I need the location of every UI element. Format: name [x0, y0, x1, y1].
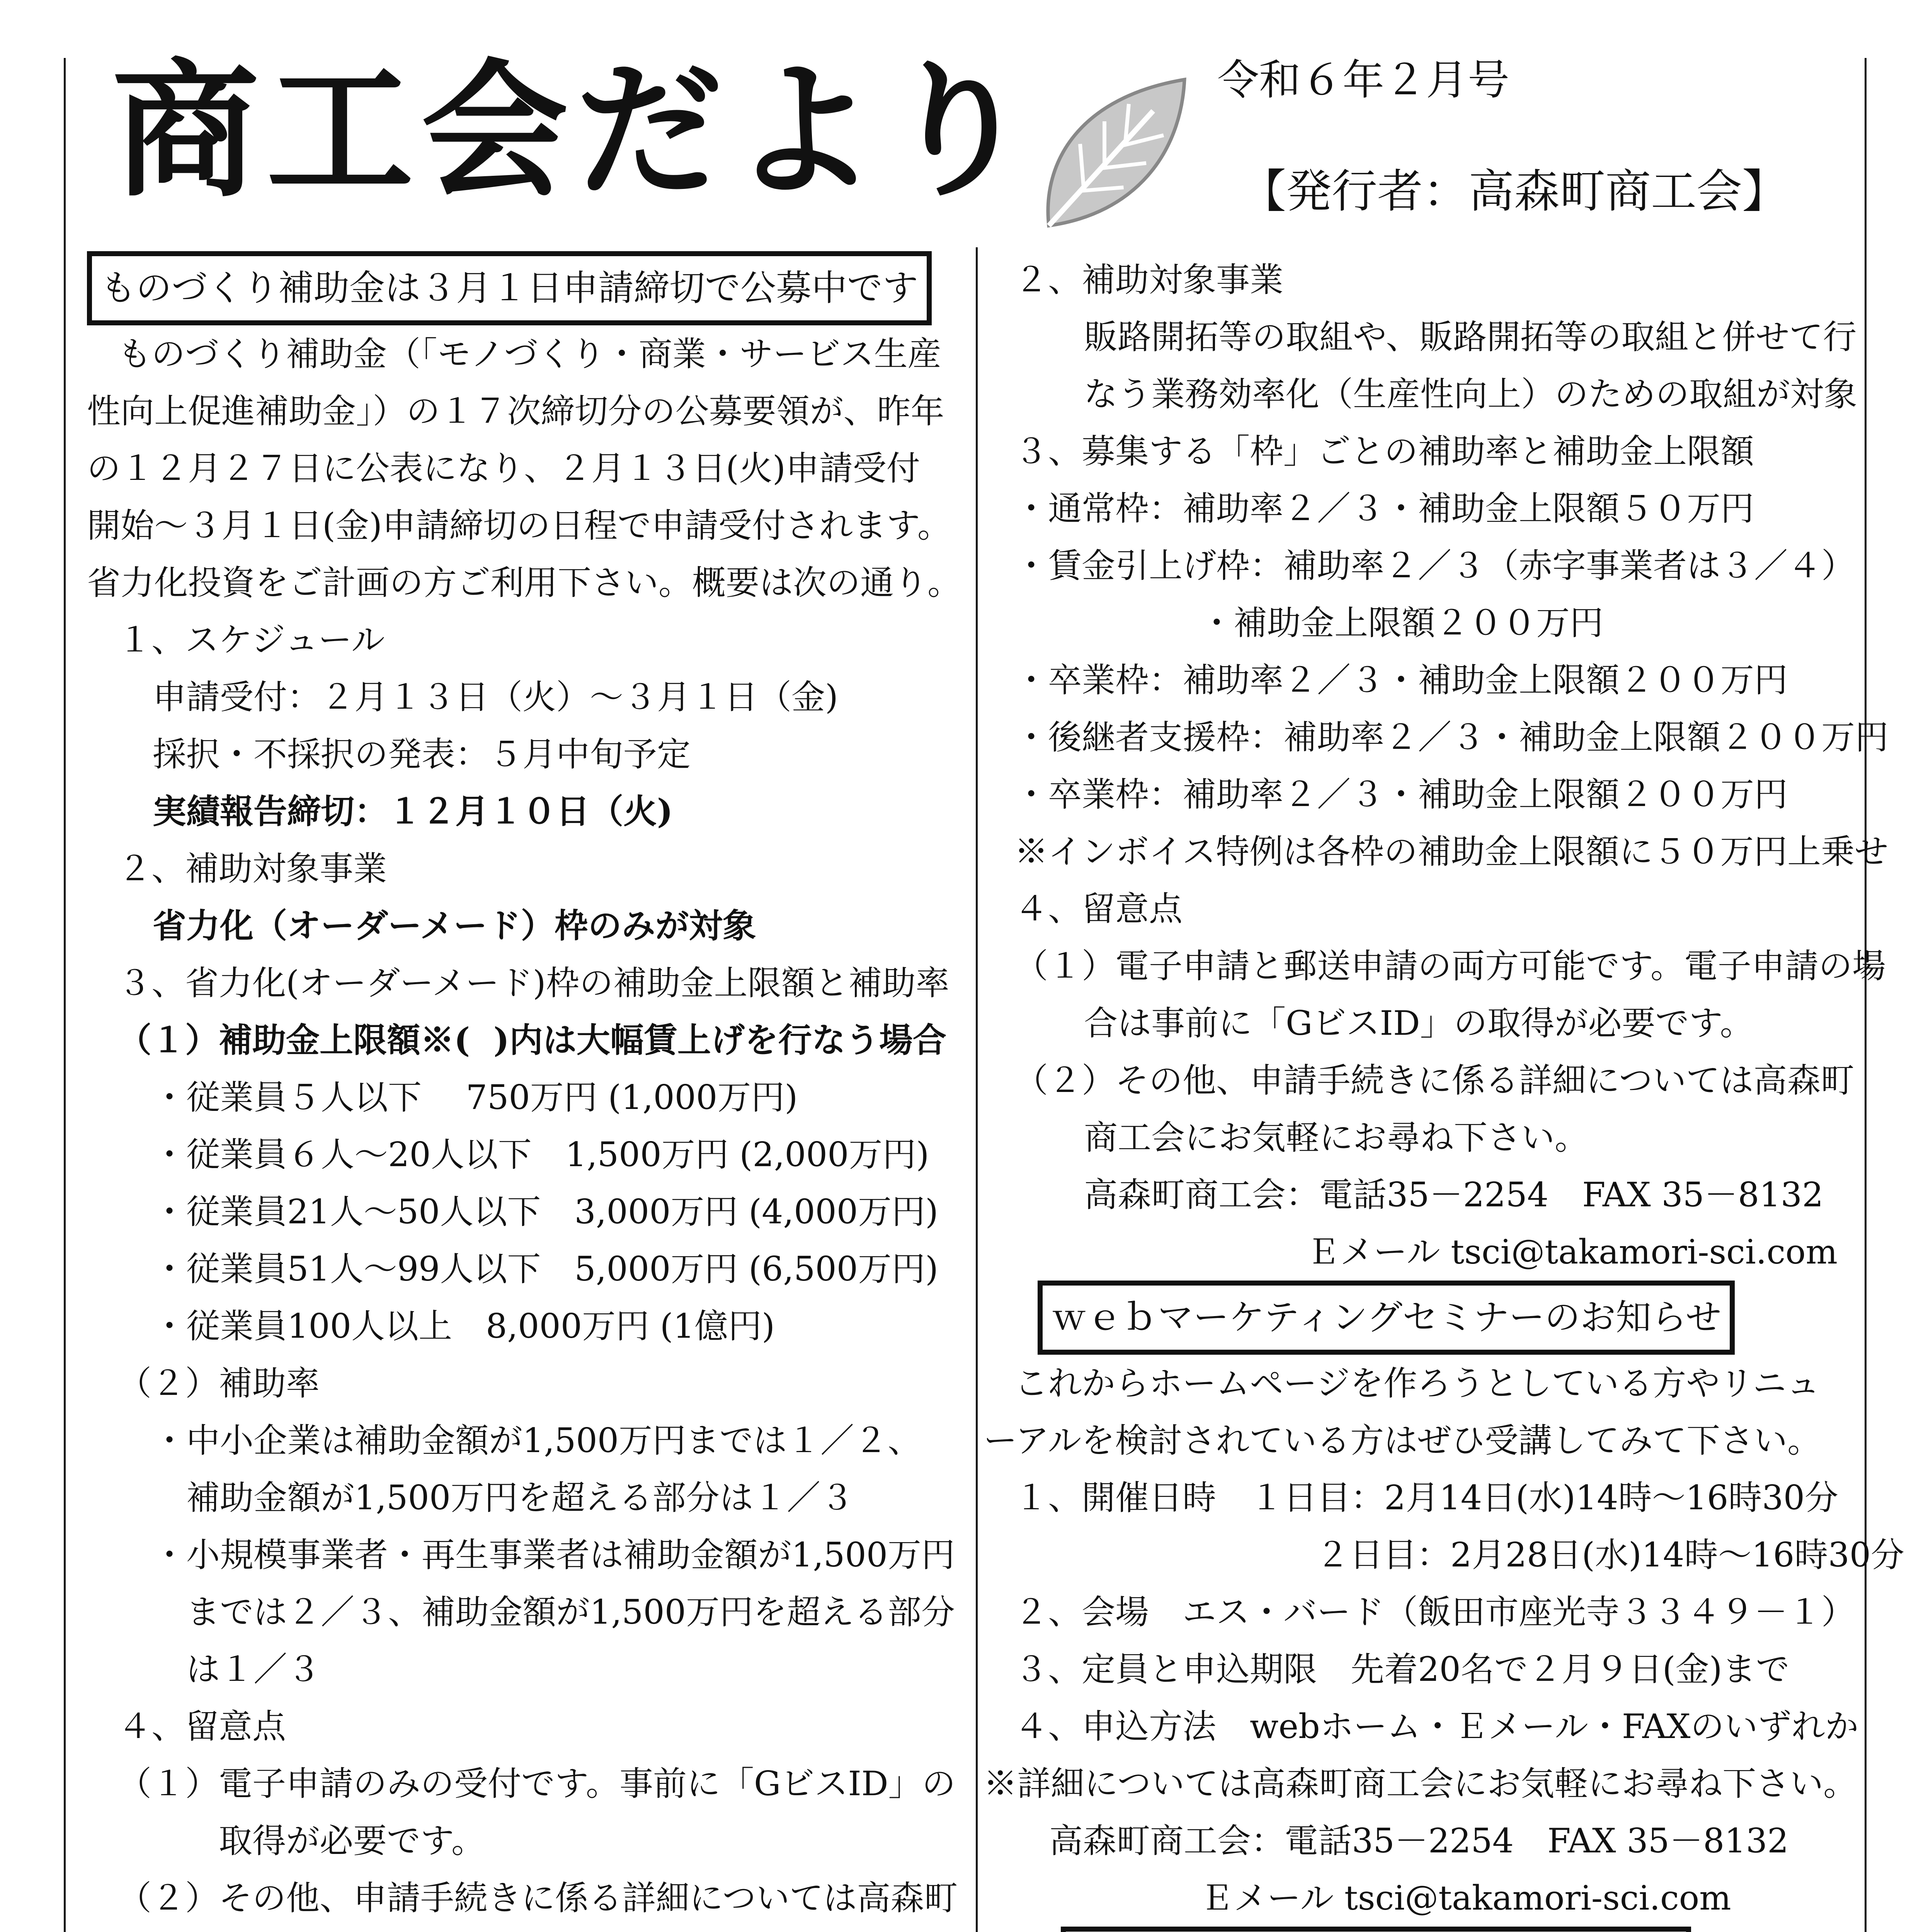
info-line: ２、会場 エス・バード（飯田市座光寺３３４９－１） — [1014, 1592, 1855, 1632]
section-title-web-seminar: ｗｅｂマーケティングセミナーのお知らせ — [1038, 1281, 1735, 1355]
leaf-icon — [1024, 66, 1206, 240]
note-line: （１）電子申請と郵送申請の両方可能です。電子申請の場 — [1014, 946, 1886, 986]
note-line: （２）その他、申請手続きに係る詳細については高森町 — [118, 1878, 958, 1918]
frame-line: ・卒業枠：補助率２／３・補助金上限額２００万円 — [1014, 660, 1788, 700]
section-title-minamishinshu — [1061, 1927, 1691, 1932]
frame-line: ・賃金引上げ枠：補助率２／３（赤字事業者は３／４） — [1014, 546, 1855, 585]
schedule-heading: １、スケジュール — [118, 620, 385, 660]
note-line: 取得が必要です。 — [118, 1821, 485, 1861]
paragraph-line: ーアルを検討されている方はぜひ受講してみて下さい。 — [984, 1421, 1821, 1460]
note-line: （２）その他、申請手続きに係る詳細については高森町 — [1014, 1061, 1855, 1100]
paragraph-line: 性向上促進補助金」）の１７次締切分の公募要領が、昨年 — [87, 391, 944, 431]
target-line: 省力化（オーダーメード）枠のみが対象 — [153, 906, 756, 946]
limit-item: ・従業員100人以上 8,000万円 (1億円) — [153, 1306, 775, 1346]
rate-line: ・中小企業は補助金額が1,500万円までは１／２、 — [153, 1421, 922, 1460]
issue-date: 令和６年２月号 — [1217, 56, 1510, 104]
rate-line: 補助金額が1,500万円を超える部分は１／３ — [153, 1478, 854, 1517]
frame-line: ・通常枠：補助率２／３・補助金上限額５０万円 — [1014, 489, 1754, 528]
column-divider — [976, 247, 978, 1932]
left-column — [87, 251, 972, 1932]
contact-line: 高森町商工会：電話35－2254 FAX 35－8132 — [1049, 1821, 1789, 1861]
frame-line: ・補助金上限額２００万円 — [1200, 603, 1603, 643]
section-title-monodukuri: ものづくり補助金は３月１日申請締切で公募中です — [87, 251, 932, 325]
masthead-title: 商工会だより — [112, 46, 1040, 217]
frame-line: ・卒業枠：補助率２／３・補助金上限額２００万円 — [1014, 775, 1788, 814]
rate-line: までは２／３、補助金額が1,500万円を超える部分 — [153, 1592, 955, 1632]
schedule-line: 実績報告締切：１２月１０日（火) — [153, 791, 673, 831]
right-margin-line — [1865, 58, 1867, 1932]
paragraph-line: の１２月２７日に公表になり、２月１３日(火)申請受付 — [87, 449, 920, 488]
paragraph-line: 開始～３月１日(金)申請締切の日程で申請受付されます。 — [87, 506, 951, 545]
frame-heading: ３、募集する「枠」ごとの補助率と補助金上限額 — [1014, 432, 1754, 471]
publisher: 【発行者：高森町商工会】 — [1240, 165, 1788, 218]
rate-heading: （２）補助率 — [118, 1364, 320, 1403]
limit-item: ・従業員５人以下 750万円 (1,000万円) — [153, 1078, 798, 1117]
note-line: 合は事前に「GビスID」の取得が必要です。 — [1084, 1003, 1754, 1043]
note-line: 商工会にお気軽にお尋ね下さい。 — [1084, 1118, 1588, 1157]
limit-subheading: （１）補助金上限額※( )内は大幅賃上げを行なう場合 — [118, 1020, 946, 1060]
right-column — [984, 251, 1905, 1932]
schedule-line: 申請受付：２月１３日（火）～３月１日（金) — [153, 677, 838, 717]
left-margin-line — [64, 58, 66, 1932]
paragraph-line: これからホームページを作ろうとしている方やリニュ — [1014, 1364, 1820, 1403]
rate-line: は１／３ — [153, 1650, 321, 1689]
email-line: Ｅメール tsci@takamori-sci.com — [1306, 1232, 1838, 1272]
limit-item: ・従業員51人～99人以下 5,000万円 (6,500万円) — [153, 1249, 939, 1289]
schedule-line: 採択・不採択の発表：５月中旬予定 — [153, 735, 691, 774]
frame-line: ・後継者支援枠：補助率２／３・補助金上限額２００万円 — [1014, 718, 1889, 757]
limit-heading: ３、省力化(オーダーメード)枠の補助金上限額と補助率 — [118, 963, 949, 1003]
frame-note: ※インボイス特例は各枠の補助金上限額に５０万円上乗せ — [1014, 832, 1889, 871]
target-heading: ２、補助対象事業 — [118, 849, 387, 888]
note-line — [87, 1927, 972, 1932]
note-heading: ４、留意点 — [1014, 889, 1183, 929]
info-line: １、開催日時 １日目：2月14日(水)14時～16時30分 — [1014, 1478, 1839, 1517]
info-note: ※詳細については高森町商工会にお気軽にお尋ね下さい。 — [984, 1764, 1857, 1803]
note-heading: ４、留意点 — [118, 1707, 286, 1746]
paragraph-line: ものづくり補助金（「モノづくり・商業・サービス生産 — [118, 334, 941, 374]
limit-item: ・従業員21人～50人以下 3,000万円 (4,000万円) — [153, 1192, 939, 1231]
info-line: ３、定員と申込期限 先着20名で２月９日(金)まで — [1014, 1650, 1790, 1689]
target-line: 販路開拓等の取組や、販路開拓等の取組と併せて行 — [1084, 317, 1857, 357]
target-line: なう業務効率化（生産性向上）のための取組が対象 — [1084, 374, 1857, 414]
email-line: Ｅメール tsci@takamori-sci.com — [1200, 1878, 1731, 1918]
paragraph-line: 省力化投資をご計画の方ご利用下さい。概要は次の通り。 — [87, 563, 961, 602]
note-line: （１）電子申請のみの受付です。事前に「GビスID」の — [118, 1764, 956, 1803]
contact-line: 高森町商工会：電話35－2254 FAX 35－8132 — [1084, 1175, 1824, 1214]
info-line: ２日目：2月28日(水)14時～16時30分 — [1316, 1535, 1905, 1575]
target-heading: ２、補助対象事業 — [1014, 260, 1283, 299]
limit-item: ・従業員６人～20人以下 1,500万円 (2,000万円) — [153, 1135, 929, 1174]
info-line: ４、申込方法 webホーム・Ｅメール・FAXのいずれか — [1014, 1707, 1859, 1746]
rate-line: ・小規模事業者・再生事業者は補助金額が1,500万円 — [153, 1535, 955, 1575]
